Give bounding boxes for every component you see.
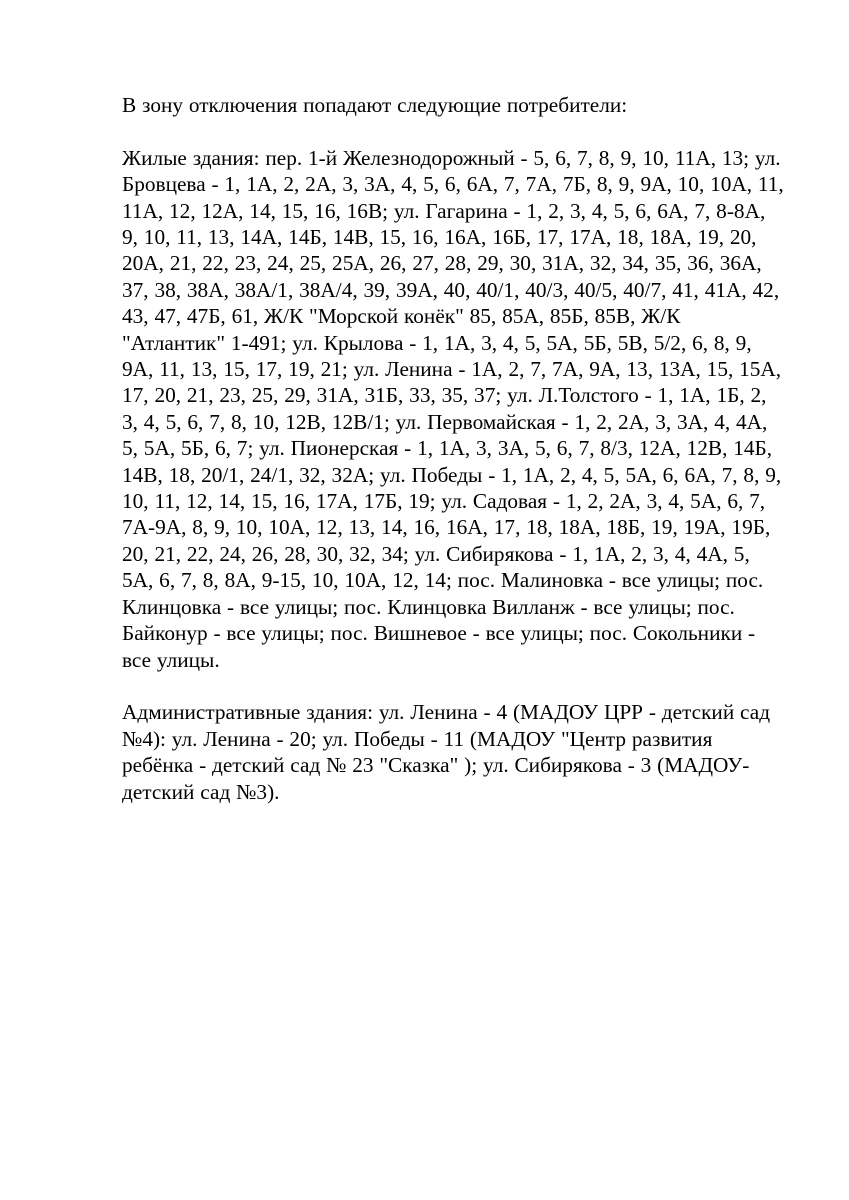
- outage-notice-text-block: [122, 92, 786, 831]
- administrative-buildings-paragraph: Административные здания: ул. Ленина - 4 (МАДОУ ЦРР - детский сад №4): ул. Ленина - 20; ул. Победы - 11 (МАДОУ "Центр развития ребёнка - детский сад № 23 "Сказка" ); ул. Сибирякова - 3 (МАДОУ-детский сад №3).: [122, 700, 771, 804]
- residential-buildings-paragraph: Жилые здания: пер. 1-й Железнодорожный - 5, 6, 7, 8, 9, 10, 11А, 13; ул. Бровцева - 1, 1А, 2, 2А, 3, 3А, 4, 5, 6, 6А, 7, 7А, 7Б, 8, 9, 9А, 10, 10А, 11, 11А, 12, 12А, 14, 15, 16, 16В; ул. Гагарина - 1, 2, 3, 4, 5, 6, 6А, 7, 8-8А, 9, 10, 11, 13, 14А, 14Б, 14В, 15, 16, 16А, 16Б, 17, 17А, 18, 18А, 19, 20, 20А, 21, 22, 23, 24, 25, 25А, 26, 27, 28, 29, 30, 31А, 32, 34, 35, 36, 36А, 37, 38, 38А, 38А/1, 38А/4, 39, 39А, 40, 40/1, 40/3, 40/5, 40/7, 41, 41А, 42, 43, 47, 47Б, 61, Ж/К "Морской конёк" 85, 85А, 85Б, 85В, Ж/К "Атлантик" 1-491; ул. Крылова - 1, 1А, 3, 4, 5, 5А, 5Б, 5В, 5/2, 6, 8, 9, 9А, 11, 13, 15, 17, 19, 21; ул. Ленина - 1А, 2, 7, 7А, 9А, 13, 13А, 15, 15А, 17, 20, 21, 23, 25, 29, 31А, 31Б, 33, 35, 37; ул. Л.Толстого - 1, 1А, 1Б, 2, 3, 4, 5, 6, 7, 8, 10, 12В, 12В/1; ул. Первомайская - 1, 2, 2А, 3, 3А, 4, 4А, 5, 5А, 5Б, 6, 7; ул. Пионерская - 1, 1А, 3, 3А, 5, 6, 7, 8/3, 12А, 12В, 14Б, 14В, 18, 20/1, 24/1, 32, 32А; ул. Победы - 1, 1А, 2, 4, 5, 5А, 6, 6А, 7, 8, 9, 10, 11, 12, 14, 15, 16, 17А, 17Б, 19; ул. Садовая - 1, 2, 2А, 3, 4, 5А, 6, 7, 7А-9А, 8, 9, 10, 10А, 12, 13, 14, 16, 16А, 17, 18, 18А, 18Б, 19, 19А, 19Б, 20, 21, 22, 24, 26, 28, 30, 32, 34; ул. Сибирякова - 1, 1А, 2, 3, 4, 4А, 5, 5А, 6, 7, 8, 8А, 9-15, 10, 10А, 12, 14; пос. Малиновка - все улицы; пос. Клинцовка - все улицы; пос. Клинцовка Вилланж - все улицы; пос. Байконур - все улицы; пос. Вишневое - все улицы; пос. Сокольники - все улицы.: [122, 145, 784, 672]
- intro-paragraph: В зону отключения попадают следующие потребители:: [122, 93, 628, 117]
